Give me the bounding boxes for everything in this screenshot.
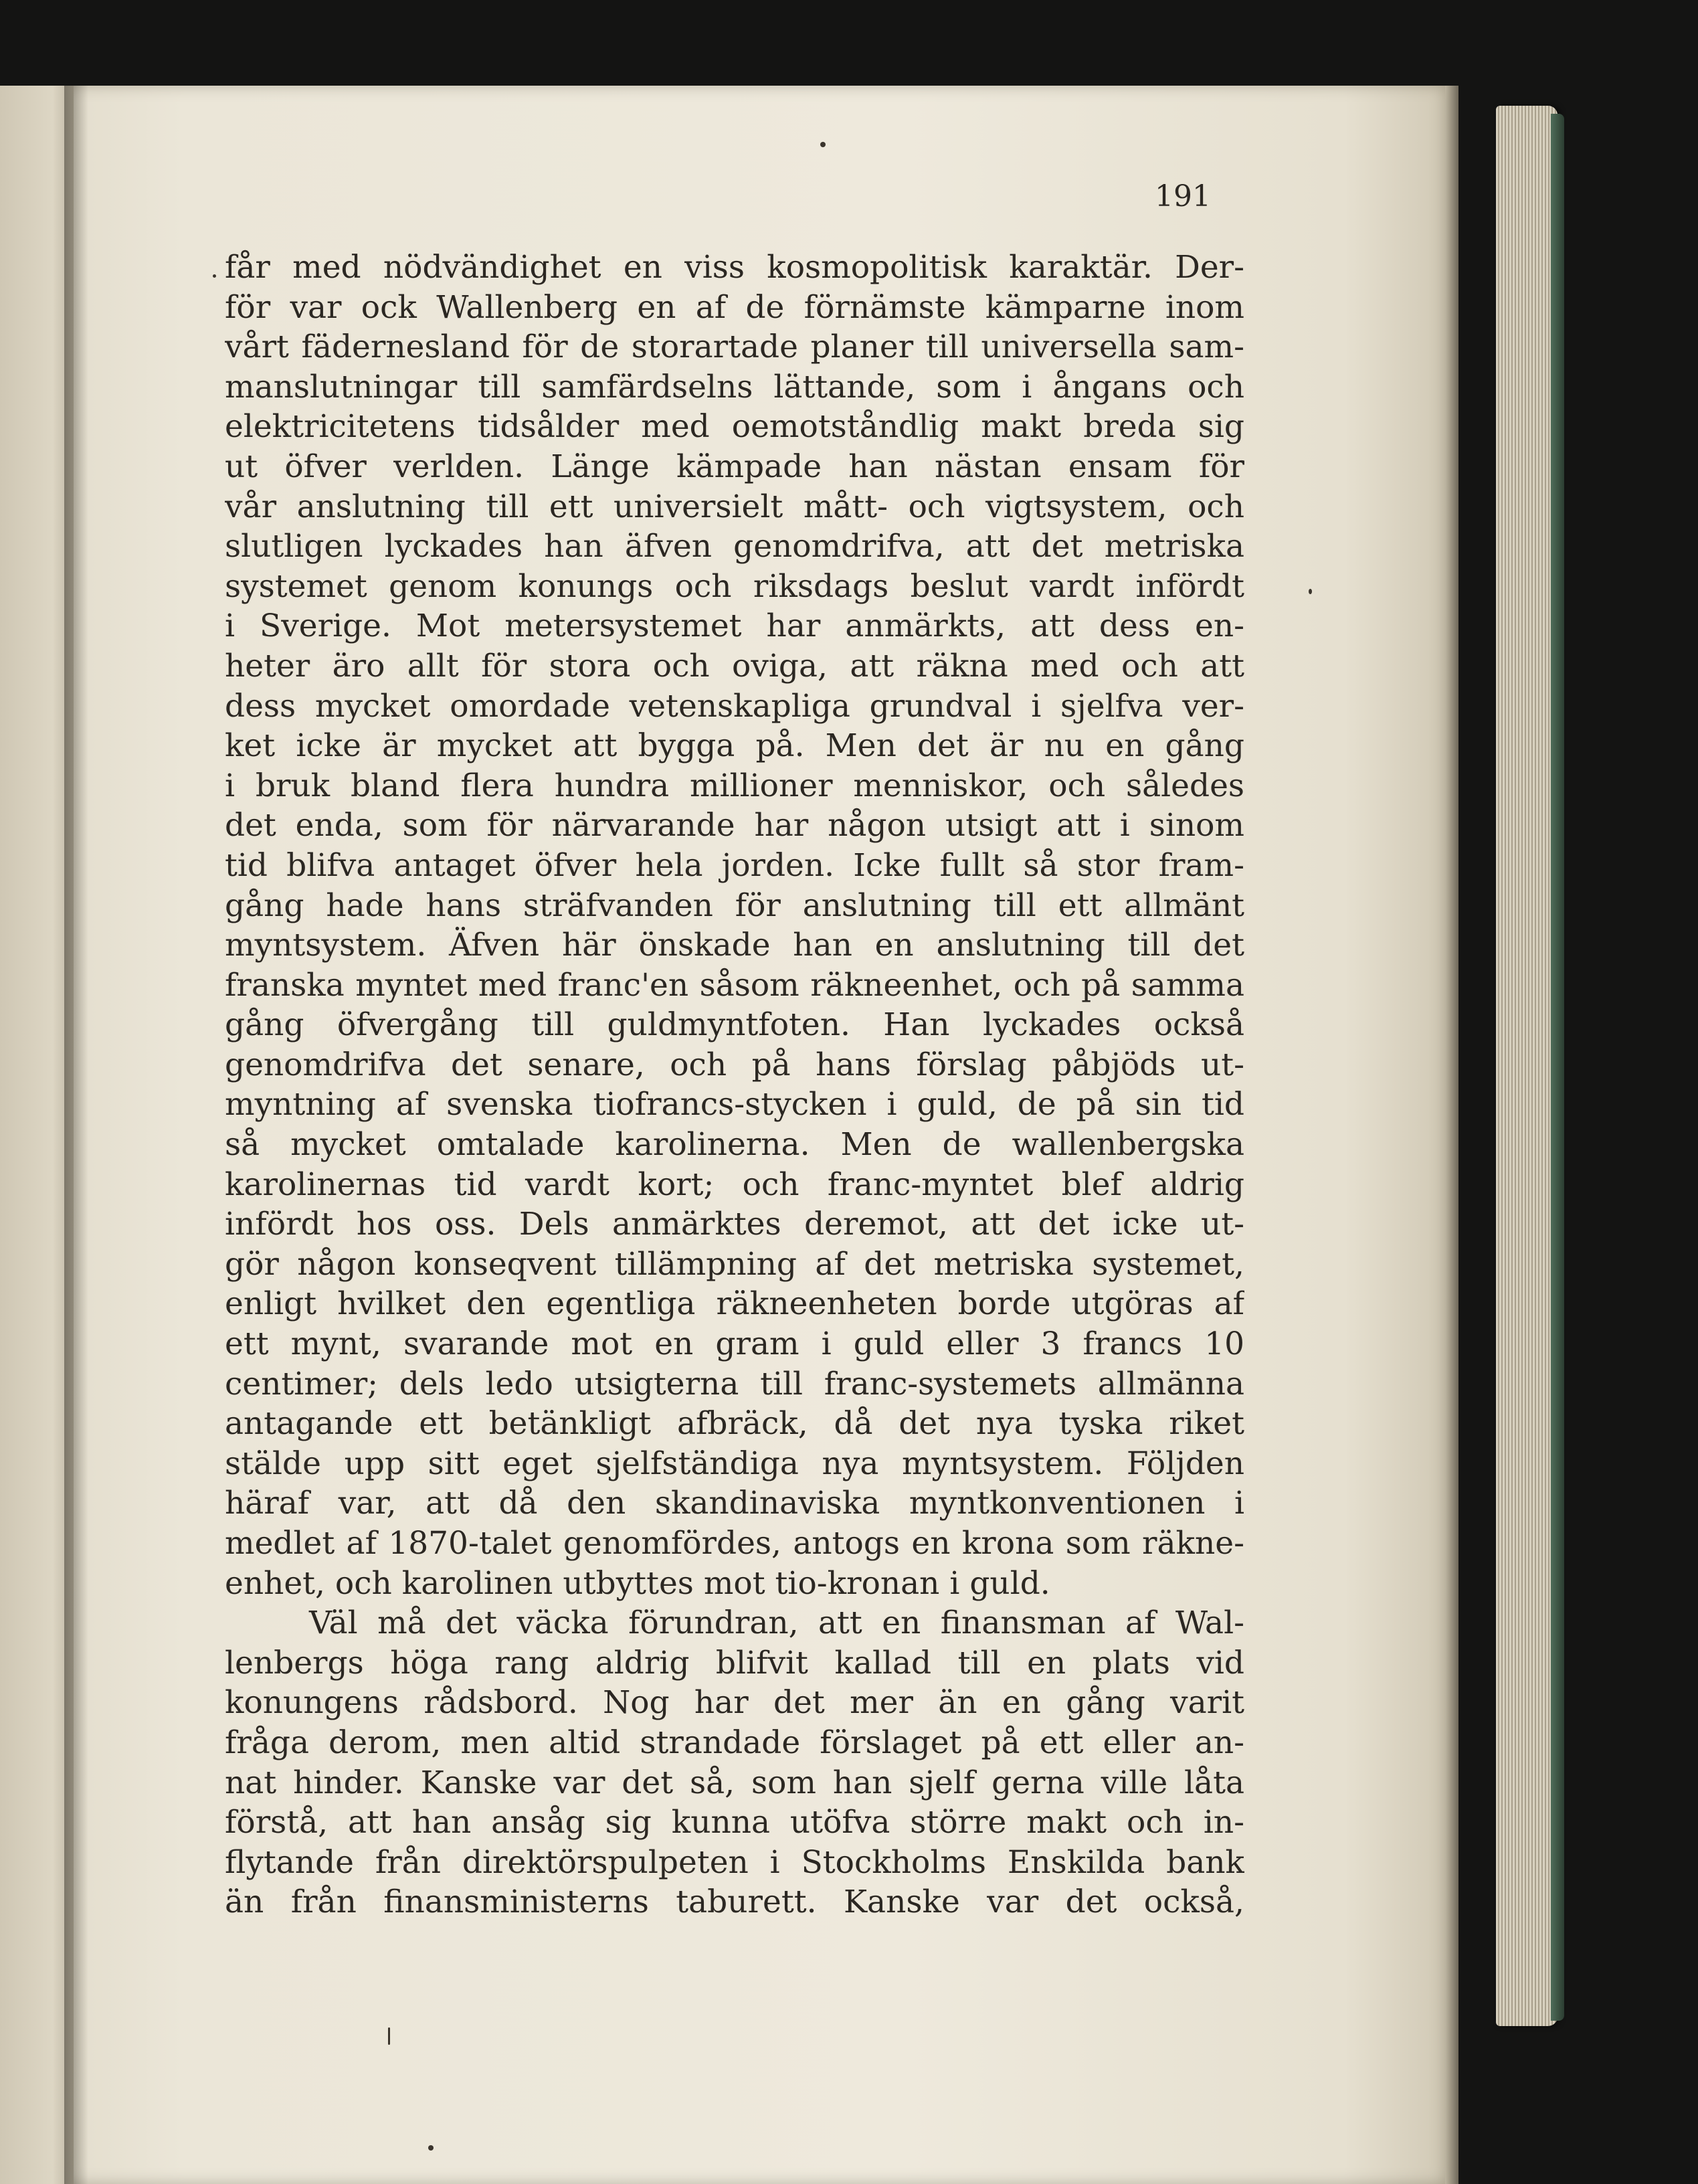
text-line: karolinernas tid vardt kort; och franc-myntet blef aldrig bbox=[225, 1166, 1244, 1203]
gutter-shadow bbox=[64, 86, 88, 2184]
text-line: än från finansministerns taburett. Kanske var det också, bbox=[225, 1884, 1244, 1921]
body-text bbox=[225, 248, 1244, 1922]
text-line: nat hinder. Kanske var det så, som han sjelf gerna ville låta bbox=[225, 1764, 1244, 1801]
text-line: gång öfvergång till guldmyntfoten. Han lyckades också bbox=[225, 1006, 1244, 1044]
text-line: vårt fädernesland för de storartade planer till universella sam- bbox=[225, 329, 1244, 366]
text-line: manslutningar till samfärdselns lättande, som i ångans och bbox=[225, 368, 1244, 405]
text-line: myntsystem. Äfven här önskade han en anslutning till det bbox=[225, 927, 1244, 964]
text-line: franska myntet med franc'en såsom räkneenhet, och på samma bbox=[225, 966, 1244, 1004]
text-line: dess mycket omordade vetenskapliga grundval i sjelfva ver- bbox=[225, 687, 1244, 725]
paper-speck bbox=[388, 2027, 390, 2045]
text-line: systemet genom konungs och riksdags beslut vardt infördt bbox=[225, 567, 1244, 605]
page-edge bbox=[1445, 86, 1458, 2184]
text-line: antagande ett betänkligt afbräck, då det nya tyska riket bbox=[225, 1405, 1244, 1443]
text-line: lenbergs höga rang aldrig blifvit kallad till en plats vid bbox=[225, 1644, 1244, 1681]
text-line: vår anslutning till ett universielt mått- och vigtsystem, och bbox=[225, 488, 1244, 525]
text-line: gång hade hans sträfvanden för anslutning till ett allmänt bbox=[225, 887, 1244, 924]
text-line: elektricitetens tidsålder med oemotståndlig makt breda sig bbox=[225, 408, 1244, 446]
text-line: centimer; dels ledo utsigterna till franc-systemets allmänna bbox=[225, 1365, 1244, 1402]
text-line: fråga derom, men altid strandade förslaget på ett eller an- bbox=[225, 1724, 1244, 1761]
text-line: slutligen lyckades han äfven genomdrifva, att det metriska bbox=[225, 528, 1244, 565]
text-line: enligt hvilket den egentliga räkneenheten borde utgöras af bbox=[225, 1285, 1244, 1323]
text-line: myntning af svenska tiofrancs-stycken i guld, de på sin tid bbox=[225, 1086, 1244, 1123]
text-line: konungens rådsbord. Nog har det mer än en gång varit bbox=[225, 1684, 1244, 1722]
text-line: stälde upp sitt eget sjelfständiga nya myntsystem. Följden bbox=[225, 1445, 1244, 1482]
text-line: förstå, att han ansåg sig kunna utöfva större makt och in- bbox=[225, 1804, 1244, 1841]
text-line: för var ock Wallenberg en af de förnämste kämparne inom bbox=[225, 288, 1244, 326]
book-cover-edge bbox=[1551, 114, 1564, 2021]
text-line: medlet af 1870-talet genomfördes, antogs en krona som räkne- bbox=[225, 1525, 1244, 1562]
text-line: det enda, som för närvarande har någon utsigt att i sinom bbox=[225, 807, 1244, 844]
paper-speck bbox=[213, 274, 216, 278]
text-line: häraf var, att då den skandinaviska myntkonventionen i bbox=[225, 1485, 1244, 1522]
text-line: genomdrifva det senare, och på hans förslag påbjöds ut- bbox=[225, 1046, 1244, 1083]
text-line: heter äro allt för stora och oviga, att räkna med och att bbox=[225, 647, 1244, 685]
paper-speck bbox=[428, 2145, 434, 2151]
paper-speck bbox=[820, 142, 826, 147]
text-line: så mycket omtalade karolinerna. Men de wallenbergska bbox=[225, 1126, 1244, 1164]
text-line: får med nödvändighet en viss kosmopolitisk karaktär. Der- bbox=[225, 249, 1244, 286]
text-line: ut öfver verlden. Länge kämpade han nästan ensam för bbox=[225, 448, 1244, 485]
text-line: Väl må det väcka förundran, att en finansman af Wal- bbox=[309, 1605, 1244, 1642]
text-line: i Sverige. Mot metersystemet har anmärkts, att dess en- bbox=[225, 608, 1244, 645]
text-line: ett mynt, svarande mot en gram i guld eller 3 francs 10 bbox=[225, 1326, 1244, 1363]
text-line: flytande från direktörspulpeten i Stockholms Enskilda bank bbox=[225, 1843, 1244, 1881]
page-stack bbox=[1496, 106, 1558, 2026]
paper-speck bbox=[1309, 589, 1312, 594]
text-line: i bruk bland flera hundra millioner menniskor, och således bbox=[225, 767, 1244, 804]
text-line: enhet, och karolinen utbyttes mot tio-kronan i guld. bbox=[225, 1564, 1050, 1602]
text-line: tid blifva antaget öfver hela jorden. Icke fullt så stor fram- bbox=[225, 846, 1244, 884]
text-line: infördt hos oss. Dels anmärktes deremot, att det icke ut- bbox=[225, 1206, 1244, 1243]
page-number: 191 bbox=[1155, 179, 1211, 213]
text-line: ket icke är mycket att bygga på. Men det är nu en gång bbox=[225, 727, 1244, 765]
text-line: gör någon konseqvent tillämpning af det metriska systemet, bbox=[225, 1245, 1244, 1283]
